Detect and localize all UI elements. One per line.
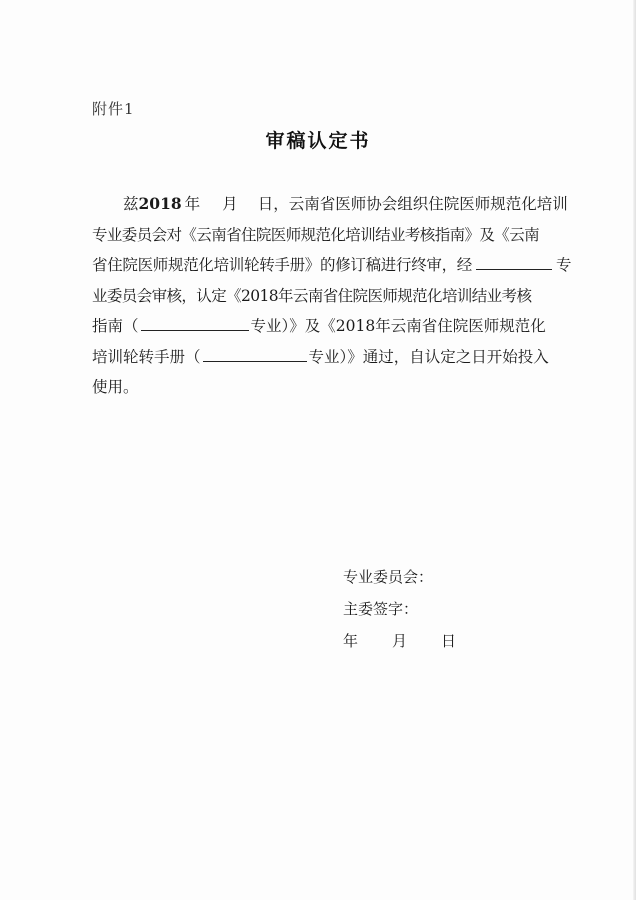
body-line-1-month-unit: 月 bbox=[222, 195, 238, 213]
document-title: 审稿认定书 bbox=[265, 130, 371, 152]
attachment-label: 附件1 bbox=[92, 100, 135, 118]
body-line-6-suffix: 专业）》通过，自认定之日开始投入 bbox=[308, 347, 549, 366]
body-line-1 bbox=[92, 189, 568, 220]
date-day-label: 日 bbox=[441, 632, 457, 650]
body-line-3 bbox=[92, 250, 572, 281]
body-line-1-year-unit: 年 bbox=[184, 195, 201, 213]
body-line-4: 业委员会审核，认定《2018年云南省住院医师规范化培训结业考核 bbox=[92, 286, 532, 305]
body-line-6 bbox=[92, 342, 549, 373]
body-paragraph bbox=[92, 189, 572, 403]
body-line-7: 使用。 bbox=[92, 378, 139, 396]
body-line-5-suffix: 专业）》及《2018年云南省住院医师规范化 bbox=[250, 317, 546, 335]
body-line-1-rest: 云南省医师协会组织住院医师规范化培训 bbox=[288, 195, 568, 213]
body-line-6-prefix: 培训轮转手册（ bbox=[92, 347, 201, 366]
body-line-1-prefix: 兹 bbox=[123, 195, 139, 213]
signature-date-row bbox=[343, 625, 456, 657]
committee-label: 专业委员会： bbox=[343, 568, 434, 586]
body-line-1-year: 2018 bbox=[138, 194, 182, 213]
body-line-3-text: 省住院医师规范化培训轮转手册》的修订稿进行终审，经 bbox=[92, 256, 473, 274]
chair-signature-label: 主委签字： bbox=[343, 600, 419, 618]
reviewing-committee-blank[interactable] bbox=[476, 253, 552, 270]
body-line-5-prefix: 指南（ bbox=[92, 317, 139, 335]
body-line-5 bbox=[92, 311, 546, 342]
body-line-3-suffix: 专 bbox=[556, 256, 572, 274]
body-line-1-day-unit: 日， bbox=[257, 195, 289, 213]
body-line-2: 专业委员会对《云南省住院医师规范化培训结业考核指南》及《云南 bbox=[92, 225, 540, 244]
manual-specialty-blank[interactable] bbox=[203, 345, 307, 362]
date-year-label: 年 bbox=[343, 632, 359, 650]
date-month-label: 月 bbox=[392, 632, 408, 650]
signature-block bbox=[343, 561, 456, 657]
guide-specialty-blank[interactable] bbox=[141, 314, 249, 331]
